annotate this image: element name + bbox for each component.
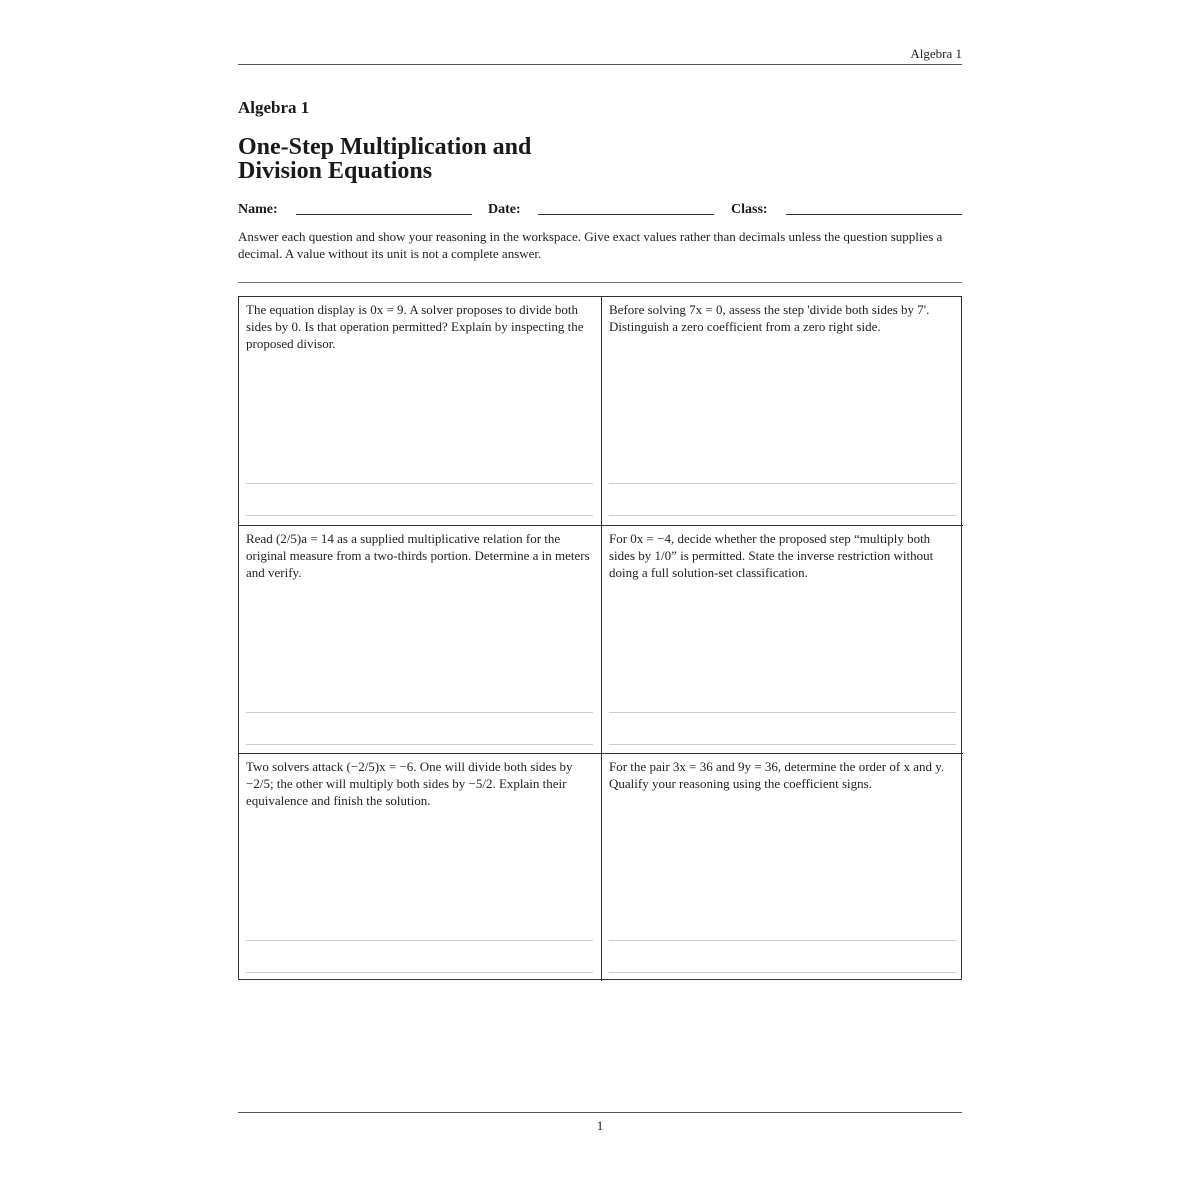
- worksheet-page: [238, 0, 962, 1200]
- question-cell: [239, 525, 601, 753]
- footer-rule: [238, 1112, 962, 1113]
- answer-line[interactable]: [609, 972, 956, 973]
- answer-line[interactable]: [609, 744, 956, 745]
- answer-line[interactable]: [609, 940, 956, 941]
- question-prompt: Two solvers attack (−2/5)x = −6. One will divide both sides by −2/5; the other will multiply both sides by −5/2. Explain their equivalence and finish the solution.: [246, 759, 573, 808]
- question-prompt: Before solving 7x = 0, assess the step 'divide both sides by 7'. Distinguish a zero coefficient from a zero right side.: [609, 302, 930, 334]
- date-field[interactable]: [538, 214, 714, 215]
- question-prompt: Read (2/5)a = 14 as a supplied multiplicative relation for the original measure from a two-thirds portion. Determine a in meters and verify.: [246, 531, 590, 580]
- student-info-row: [238, 200, 962, 220]
- class-field[interactable]: [786, 214, 962, 215]
- answer-line[interactable]: [246, 483, 593, 484]
- question-cell: [601, 525, 963, 753]
- answer-line[interactable]: [246, 972, 593, 973]
- answer-line[interactable]: [246, 940, 593, 941]
- question-prompt: For 0x = −4, decide whether the proposed step “multiply both sides by 1/0” is permitted. State the inverse restriction without doing a full solution-set classification.: [609, 531, 934, 580]
- question-grid: [238, 296, 962, 980]
- name-field[interactable]: [296, 214, 472, 215]
- instructions-rule: [238, 282, 962, 283]
- question-cell: [601, 753, 963, 981]
- answer-line[interactable]: [246, 515, 593, 516]
- page-number: 1: [596, 1118, 604, 1133]
- question-cell: [239, 297, 601, 525]
- instructions: Answer each question and show your reasoning in the workspace. Give exact values rather than decimals unless the question supplies a decimal. A value without its unit is not a complete answer.: [238, 229, 943, 261]
- question-cell: [601, 297, 963, 525]
- date-label: Date:: [488, 202, 521, 217]
- question-prompt: The equation display is 0x = 9. A solver proposes to divide both sides by 0. Is that operation permitted? Explain by inspecting the proposed divisor.: [246, 302, 584, 351]
- answer-line[interactable]: [609, 712, 956, 713]
- worksheet-title: One-Step Multiplication and Division Equations: [238, 134, 532, 184]
- name-label: Name:: [238, 202, 278, 217]
- question-prompt: For the pair 3x = 36 and 9y = 36, determine the order of x and y. Qualify your reasoning using the coefficient signs.: [609, 759, 945, 791]
- answer-line[interactable]: [246, 744, 593, 745]
- answer-line[interactable]: [609, 483, 956, 484]
- answer-line[interactable]: [246, 712, 593, 713]
- class-label: Class:: [731, 202, 768, 217]
- course-heading: Algebra 1: [238, 98, 310, 117]
- answer-line[interactable]: [609, 515, 956, 516]
- header-rule: [238, 64, 962, 65]
- question-cell: [239, 753, 601, 981]
- running-header: Algebra 1: [910, 46, 962, 61]
